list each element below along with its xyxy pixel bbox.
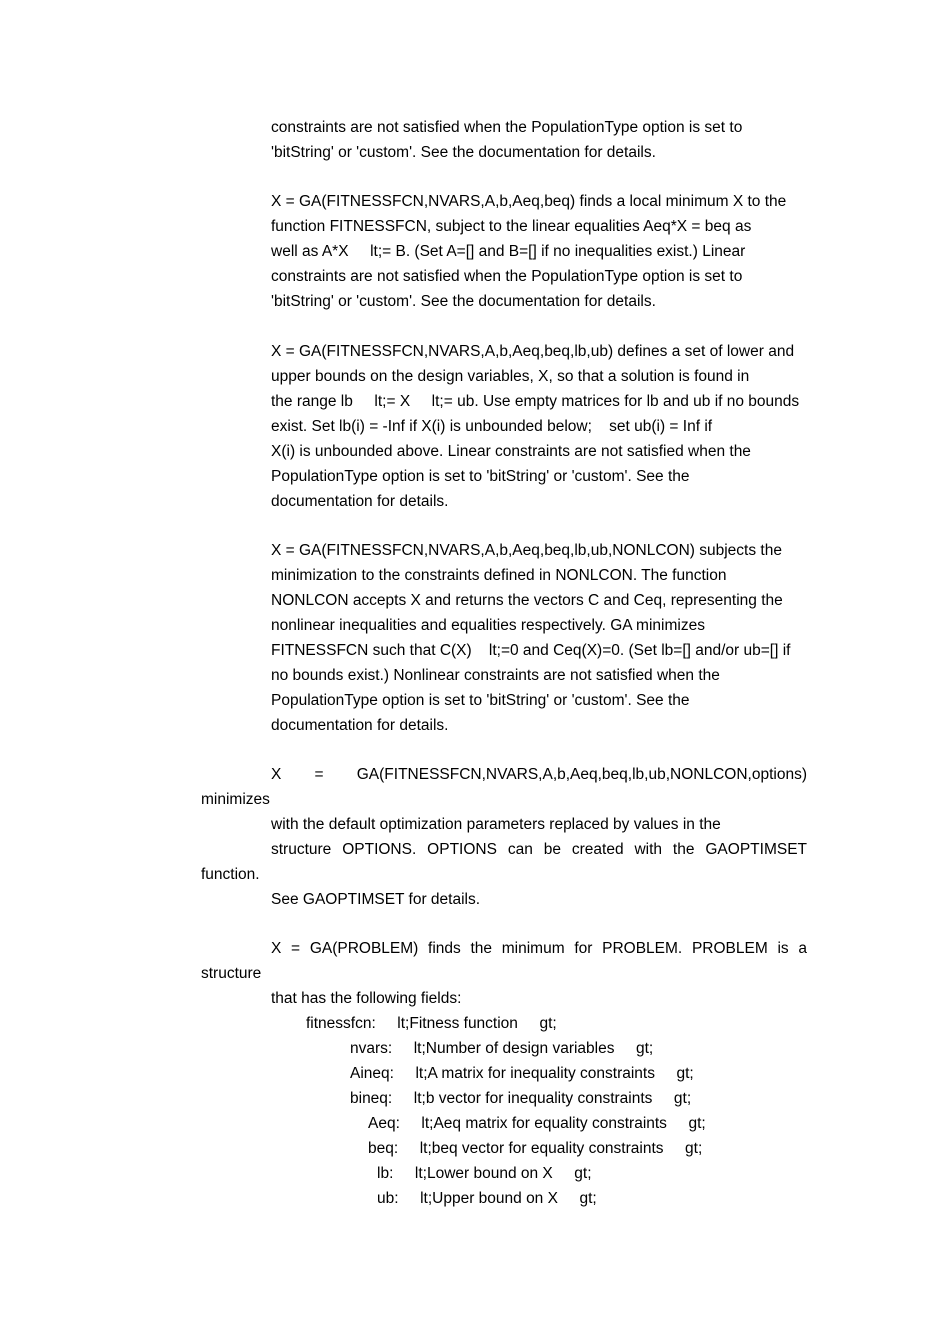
para4-line-6: no bounds exist.) Nonlinear constraints are not satisfied when the xyxy=(271,667,720,684)
para6-word: GA(PROBLEM) xyxy=(309,940,419,957)
para3-line-3: the range lb lt;= X lt;= ub. Use empty matrices for lb and ub if no bounds xyxy=(271,393,800,410)
para5-line-6: See GAOPTIMSET for details. xyxy=(271,891,481,908)
para3-line-1: X = GA(FITNESSFCN,NVARS,A,b,Aeq,beq,lb,ub) defines a set of lower and xyxy=(271,343,795,360)
para2-line-2: function FITNESSFCN, subject to the linear equalities Aeq*X = beq as xyxy=(271,218,752,235)
para3-line-5: X(i) is unbounded above. Linear constraints are not satisfied when the xyxy=(271,443,751,460)
para4-line-4: nonlinear inequalities and equalities respectively. GA minimizes xyxy=(271,617,705,634)
para5-line-2: minimizes xyxy=(201,791,270,808)
para6-word: minimum xyxy=(501,940,565,957)
para6-word: = xyxy=(291,940,301,957)
para6-word: for xyxy=(574,940,593,957)
para6-word: a xyxy=(798,940,807,957)
para3-line-6: PopulationType option is set to 'bitString' or 'custom'. See the xyxy=(271,468,690,485)
para2-line-4: constraints are not satisfied when the PopulationType option is set to xyxy=(271,268,743,285)
para5-word: created xyxy=(571,841,624,858)
field-fitnessfcn: fitnessfcn: lt;Fitness function gt; xyxy=(306,1015,557,1032)
para5-word: X xyxy=(271,766,282,783)
para5-word: GA(FITNESSFCN,NVARS,A,b,Aeq,beq,lb,ub,NONLCON,options) xyxy=(356,766,807,783)
para5-line-3: with the default optimization parameters replaced by values in the xyxy=(271,816,721,833)
para3-line-2: upper bounds on the design variables, X, so that a solution is found in xyxy=(271,368,750,385)
para5-word: GAOPTIMSET xyxy=(705,841,807,858)
para6-word: PROBLEM xyxy=(691,940,768,957)
field-ub: ub: lt;Upper bound on X gt; xyxy=(377,1190,597,1207)
para3-line-4: exist. Set lb(i) = -Inf if X(i) is unbounded below; set ub(i) = Inf if xyxy=(271,418,713,435)
para4-line-8: documentation for details. xyxy=(271,717,449,734)
para6-word: X xyxy=(271,940,282,957)
para5-word: the xyxy=(672,841,695,858)
field-aeq: Aeq: lt;Aeq matrix for equality constraints gt; xyxy=(368,1115,706,1132)
field-nvars: nvars: lt;Number of design variables gt; xyxy=(350,1040,654,1057)
para1-line-1: constraints are not satisfied when the PopulationType option is set to xyxy=(271,119,743,136)
field-bineq: bineq: lt;b vector for inequality constraints gt; xyxy=(350,1090,692,1107)
para4-line-2: minimization to the constraints defined in NONLCON. The function xyxy=(271,567,727,584)
para6-line-2: structure xyxy=(201,965,262,982)
para6-word: the xyxy=(470,940,493,957)
para4-line-5: FITNESSFCN such that C(X) lt;=0 and Ceq(X)=0. (Set lb=[] and/or ub=[] if xyxy=(271,642,791,659)
para4-line-1: X = GA(FITNESSFCN,NVARS,A,b,Aeq,beq,lb,ub,NONLCON) subjects the xyxy=(271,542,782,559)
para1-line-2: 'bitString' or 'custom'. See the documentation for details. xyxy=(271,144,656,161)
para5-word: OPTIONS. xyxy=(342,841,417,858)
field-lb: lb: lt;Lower bound on X gt; xyxy=(377,1165,592,1182)
para2-line-1: X = GA(FITNESSFCN,NVARS,A,b,Aeq,beq) finds a local minimum X to the xyxy=(271,193,787,210)
para5-word: = xyxy=(314,766,324,783)
para5-line-1 xyxy=(271,762,807,787)
para6-word: finds xyxy=(428,940,461,957)
para4-line-3: NONLCON accepts X and returns the vectors C and Ceq, representing the xyxy=(271,592,783,609)
field-beq: beq: lt;beq vector for equality constraints gt; xyxy=(368,1140,703,1157)
para6-word: PROBLEM. xyxy=(602,940,683,957)
para6-word: is xyxy=(777,940,789,957)
para2-line-5: 'bitString' or 'custom'. See the documentation for details. xyxy=(271,293,656,310)
para6-line-1 xyxy=(271,936,807,961)
para5-word: can xyxy=(507,841,533,858)
field-aineq: Aineq: lt;A matrix for inequality constraints gt; xyxy=(350,1065,694,1082)
para5-line-5: function. xyxy=(201,866,260,883)
para6-line-3: that has the following fields: xyxy=(271,990,462,1007)
para5-word: with xyxy=(634,841,663,858)
para2-line-3: well as A*X lt;= B. (Set A=[] and B=[] if no inequalities exist.) Linear xyxy=(271,243,746,260)
para5-word: OPTIONS xyxy=(427,841,497,858)
para5-line-4 xyxy=(271,837,807,862)
para5-word: be xyxy=(543,841,561,858)
para4-line-7: PopulationType option is set to 'bitString' or 'custom'. See the xyxy=(271,692,690,709)
para3-line-7: documentation for details. xyxy=(271,493,449,510)
para5-word: structure xyxy=(271,841,332,858)
